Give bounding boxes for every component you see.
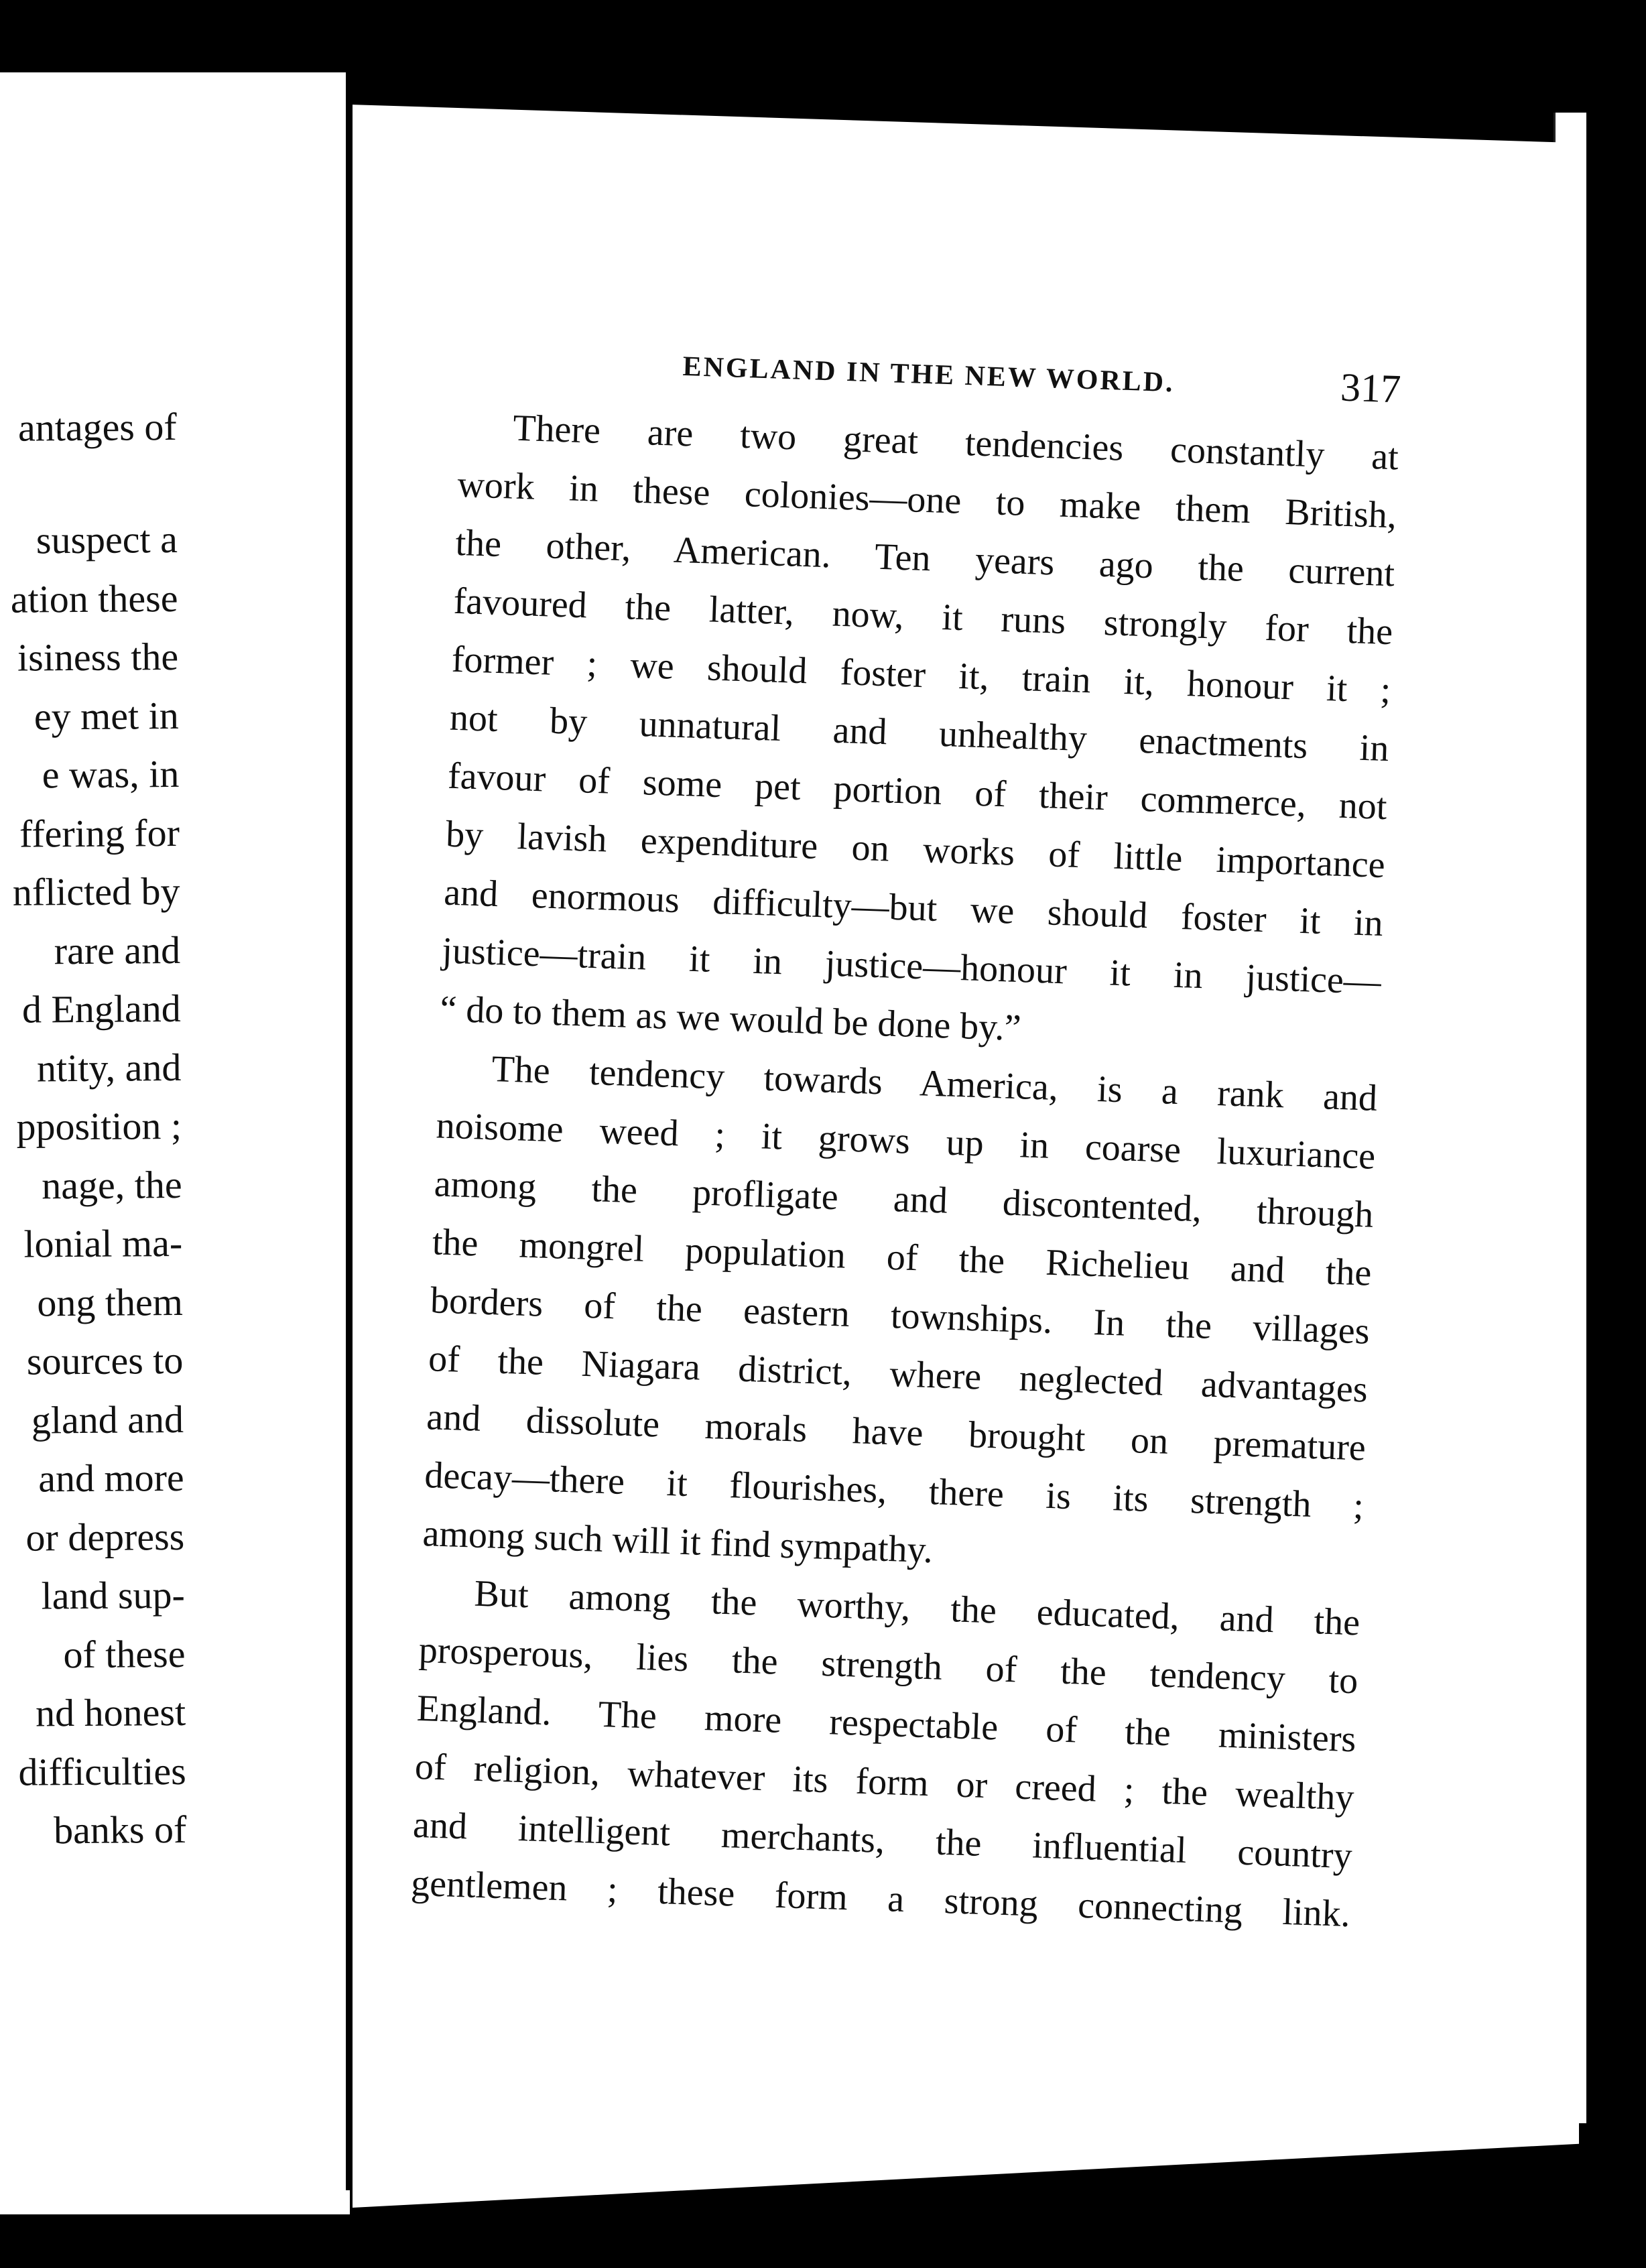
text-line: and dissolute morals have brought on premature bbox=[426, 1396, 1367, 1469]
text-line: among the profligate and discontented, through bbox=[433, 1163, 1375, 1236]
left-line: ong them bbox=[37, 1279, 184, 1325]
text-line: former ; we should foster it, train it, honour it ; bbox=[450, 638, 1392, 712]
left-line: of these bbox=[63, 1631, 186, 1677]
page-number: 317 bbox=[1340, 365, 1402, 412]
left-line: nflicted by bbox=[12, 869, 180, 914]
text-line: and enormous difficulty—but we should foster it in bbox=[443, 871, 1384, 945]
left-line: e was, in bbox=[42, 751, 180, 797]
left-line: sources to bbox=[26, 1338, 184, 1383]
book-gutter bbox=[346, 72, 353, 2190]
text-line: decay—there it flourishes, there is its strength ; bbox=[424, 1454, 1365, 1527]
left-line: banks of bbox=[53, 1807, 187, 1852]
text-line: favour of some pet portion of their commerce, not bbox=[447, 755, 1388, 828]
text-line: But among the worthy, the educated, and the bbox=[473, 1572, 1361, 1644]
text-line: favoured the latter, now, it runs strongly for the bbox=[452, 580, 1394, 653]
text-line: work in these colonies—one to make them British, bbox=[456, 463, 1397, 537]
text-line: The tendency towards America, is a rank and bbox=[491, 1048, 1379, 1119]
left-line: ntity, and bbox=[36, 1045, 182, 1090]
left-line: gland and bbox=[31, 1397, 184, 1442]
left-line: isiness the bbox=[17, 634, 179, 680]
text-line: England. The more respectable of the ministers bbox=[416, 1687, 1357, 1761]
left-line: suspect a bbox=[36, 517, 178, 562]
left-line: ation these bbox=[10, 576, 178, 621]
text-line: noisome weed ; it grows up in coarse luxuriance bbox=[435, 1105, 1377, 1178]
text-line: There are two great tendencies constantly at bbox=[512, 407, 1399, 479]
text-line: borders of the eastern townships. In the villages bbox=[430, 1279, 1371, 1352]
left-line: lonial ma- bbox=[23, 1220, 183, 1266]
left-line: antages of bbox=[17, 404, 177, 450]
left-line: ey met in bbox=[34, 693, 179, 739]
text-line: the other, American. Ten years ago the current bbox=[454, 521, 1395, 595]
left-line: difficulties bbox=[18, 1749, 186, 1794]
text-line: gentlemen ; these form a strong connecting link. bbox=[410, 1862, 1351, 1936]
left-line: or depress bbox=[25, 1514, 185, 1560]
left-line: land sup- bbox=[41, 1572, 186, 1618]
left-page bbox=[0, 72, 350, 2214]
text-line: the mongrel population of the Richelieu and the bbox=[432, 1221, 1373, 1294]
text-line: not by unnatural and unhealthy enactments in bbox=[449, 696, 1390, 770]
left-line: d England bbox=[21, 986, 181, 1031]
running-head-title: ENGLAND IN THE NEW WORLD. bbox=[682, 351, 1176, 399]
left-line: nage, the bbox=[42, 1162, 182, 1208]
text-line: among such will it find sympathy. bbox=[422, 1513, 934, 1572]
left-line: nd honest bbox=[35, 1690, 186, 1735]
left-line: pposition ; bbox=[16, 1103, 182, 1149]
left-line: and more bbox=[38, 1455, 184, 1501]
text-line: “ do to them as we would be done by.” bbox=[439, 988, 1022, 1050]
left-line: rare and bbox=[54, 928, 181, 973]
text-line: and intelligent merchants, the influential country bbox=[412, 1804, 1353, 1877]
text-line: of the Niagara district, where neglected advantages bbox=[428, 1338, 1369, 1411]
left-line: ffering for bbox=[19, 810, 180, 856]
text-line: prosperous, lies the strength of the tendency to bbox=[418, 1629, 1359, 1702]
text-line: by lavish expenditure on works of little importance bbox=[445, 813, 1386, 887]
left-page-text bbox=[0, 72, 187, 1852]
text-line: of religion, whatever its form or creed ; the wealthy bbox=[414, 1745, 1355, 1819]
text-line: justice—train it in justice—honour it in justice— bbox=[441, 930, 1382, 1003]
